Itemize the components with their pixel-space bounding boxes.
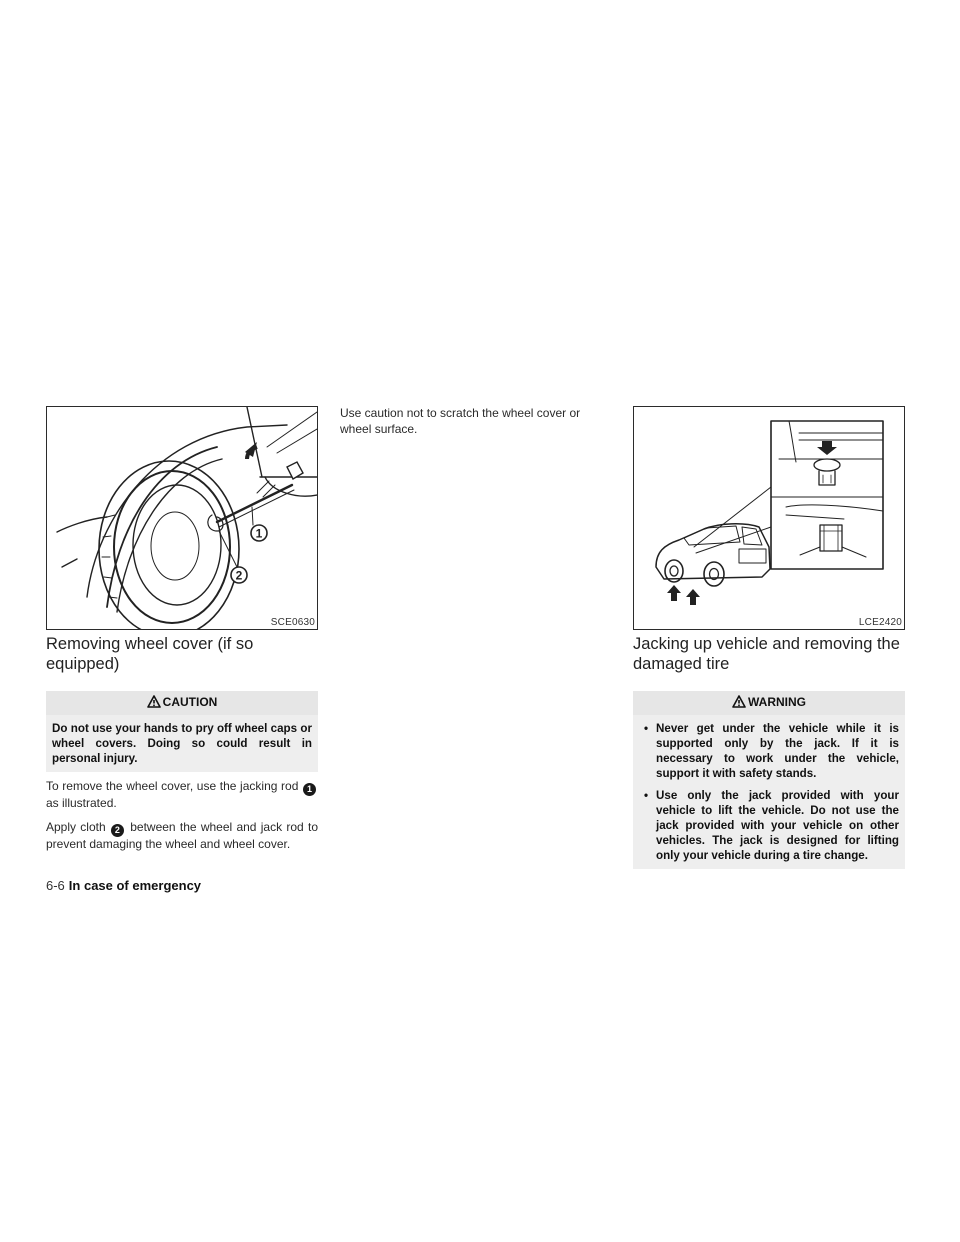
section-title: In case of emergency bbox=[68, 878, 202, 893]
warning-triangle-icon bbox=[147, 695, 161, 711]
middle-column bbox=[340, 406, 614, 445]
caution-label: CAUTION bbox=[162, 695, 218, 709]
figure-code: LCE2420 bbox=[858, 617, 902, 628]
warning-list bbox=[639, 721, 899, 863]
paragraph-caution-scratch: Use caution not to scratch the wheel cover or wheel surface. bbox=[340, 406, 581, 436]
caution-body bbox=[46, 715, 318, 772]
warning-box bbox=[633, 691, 905, 869]
figure-callout-2: 2 bbox=[235, 568, 243, 583]
callout-badge-2: 2 bbox=[111, 824, 124, 837]
jacking-figure bbox=[633, 406, 905, 630]
section-heading: Jacking up vehicle and removing the damaged tire bbox=[633, 635, 900, 673]
paragraph-apply-cloth: Apply cloth 2 between the wheel and jack rod to prevent damaging the wheel and wheel cover. bbox=[46, 819, 318, 851]
section-heading: Removing wheel cover (if so equipped) bbox=[46, 635, 254, 673]
warning-item: • Use only the jack provided with your vehicle to lift the vehicle. Do not use the jack provided with your vehicle on other vehicles. The jack is designed for lifting only your vehicle during a tire change. bbox=[639, 788, 899, 863]
warning-body bbox=[633, 715, 905, 869]
figure-callout-1: 1 bbox=[255, 526, 263, 541]
page-footer bbox=[46, 877, 201, 895]
warning-header bbox=[633, 691, 905, 715]
caution-header bbox=[46, 691, 318, 715]
page-number: 6-6 bbox=[46, 878, 65, 893]
paragraph-jacking-rod: To remove the wheel cover, use the jacking rod 1 as illustrated. bbox=[46, 779, 318, 812]
wheel-cover-figure bbox=[46, 406, 318, 630]
left-column bbox=[46, 634, 318, 860]
caution-box bbox=[46, 691, 318, 772]
warning-item: • Never get under the vehicle while it is supported only by the jack. If it is necessary to work under the vehicle, support it with safety stands. bbox=[639, 721, 899, 781]
jacking-illustration bbox=[634, 407, 904, 629]
warning-triangle-icon bbox=[732, 695, 746, 711]
warning-label: WARNING bbox=[748, 695, 806, 709]
right-column bbox=[633, 634, 905, 869]
caution-text: Do not use your hands to pry off wheel caps or wheel covers. Doing so could result in personal injury. bbox=[52, 722, 312, 765]
figure-code: SCE0630 bbox=[270, 617, 315, 628]
wheel-cover-illustration bbox=[47, 407, 317, 629]
callout-badge-1: 1 bbox=[303, 783, 316, 796]
